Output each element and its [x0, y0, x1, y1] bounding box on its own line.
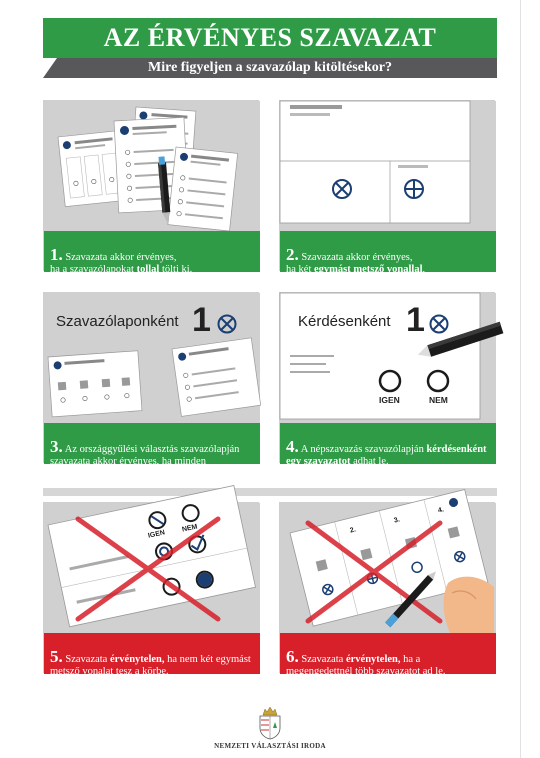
answer-yes-label: IGEN	[379, 395, 400, 405]
answer-no-label: NEM	[181, 523, 199, 534]
card-5-number: 5.	[50, 646, 63, 666]
card-4-illustration	[280, 293, 496, 423]
answer-no-label: NEM	[429, 395, 448, 405]
card-4-caption: 4. A népszavazás szavazólapján kérdésenként egy szavazatot adhat le.	[280, 423, 496, 464]
card-4-big-number: 1	[406, 301, 425, 339]
x-mark-circle-icon	[216, 313, 238, 335]
card-6-illustration	[280, 503, 496, 633]
coat-of-arms-logo	[255, 706, 285, 740]
page-subtitle: Mire figyeljen a szavazólap kitöltésekor?	[148, 60, 392, 75]
x-and-plus-marks-icon	[280, 101, 496, 231]
too-many-votes-ballot-icon	[280, 503, 496, 633]
page-subtitle-bar	[43, 58, 497, 78]
x-mark-circle-icon	[428, 313, 450, 335]
card-2-illustration	[280, 101, 496, 231]
card-4-big-label: Kérdésenként	[298, 313, 391, 330]
ballots-with-pen-icon	[44, 101, 260, 231]
card-6	[279, 502, 495, 677]
card-1-illustration	[44, 101, 260, 231]
card-3-illustration	[44, 293, 260, 423]
card-3-big-label: Szavazólaponként	[56, 313, 179, 330]
card-4	[279, 292, 495, 467]
column-label-3: 3.	[393, 516, 401, 525]
card-2	[279, 100, 495, 288]
card-2-number: 2.	[286, 244, 299, 264]
card-6-number: 6.	[286, 646, 299, 666]
card-1	[43, 100, 259, 275]
footer-org-name: NEMZETI VÁLASZTÁSI IRODA	[214, 742, 326, 750]
page-title: AZ ÉRVÉNYES SZAVAZAT	[43, 18, 497, 58]
section-divider	[43, 488, 497, 496]
card-5-caption: 5. Szavazata érvénytelen, ha nem két egymást metsző vonalat tesz a körbe.	[44, 633, 260, 674]
card-4-number: 4.	[286, 436, 299, 456]
card-2-caption: 2. Szavazata akkor érvényes, ha két egymást metsző vonallal, x vagy + jellel szavaz.	[280, 231, 496, 272]
card-3-big-number: 1	[192, 301, 211, 339]
invalid-mark-ballot-icon	[44, 503, 260, 633]
plus-mark-circle-icon	[405, 180, 423, 198]
card-5-illustration	[44, 503, 260, 633]
column-label-4: 4.	[437, 506, 445, 515]
card-1-number: 1.	[50, 244, 63, 264]
card-3	[43, 292, 259, 480]
answer-yes-label: IGEN	[147, 529, 166, 540]
card-5	[43, 502, 259, 677]
page-edge	[520, 0, 521, 758]
card-3-number: 3.	[50, 436, 63, 456]
subtitle-notch	[43, 58, 57, 78]
card-3-caption: 3. Az országgyűlési választás szavazólapján szavazata akkor érvényes, ha minden szavazólapon csak egy szavazatot helyez el.	[44, 423, 260, 464]
card-6-caption: 6. Szavazata érvénytelen, ha a megengedettnél több szavazatot ad le.	[280, 633, 496, 674]
card-1-caption: 1. Szavazata akkor érvényes, ha a szavazólapokat tollal tölti ki.	[44, 231, 260, 272]
column-label-2: 2.	[349, 526, 357, 535]
